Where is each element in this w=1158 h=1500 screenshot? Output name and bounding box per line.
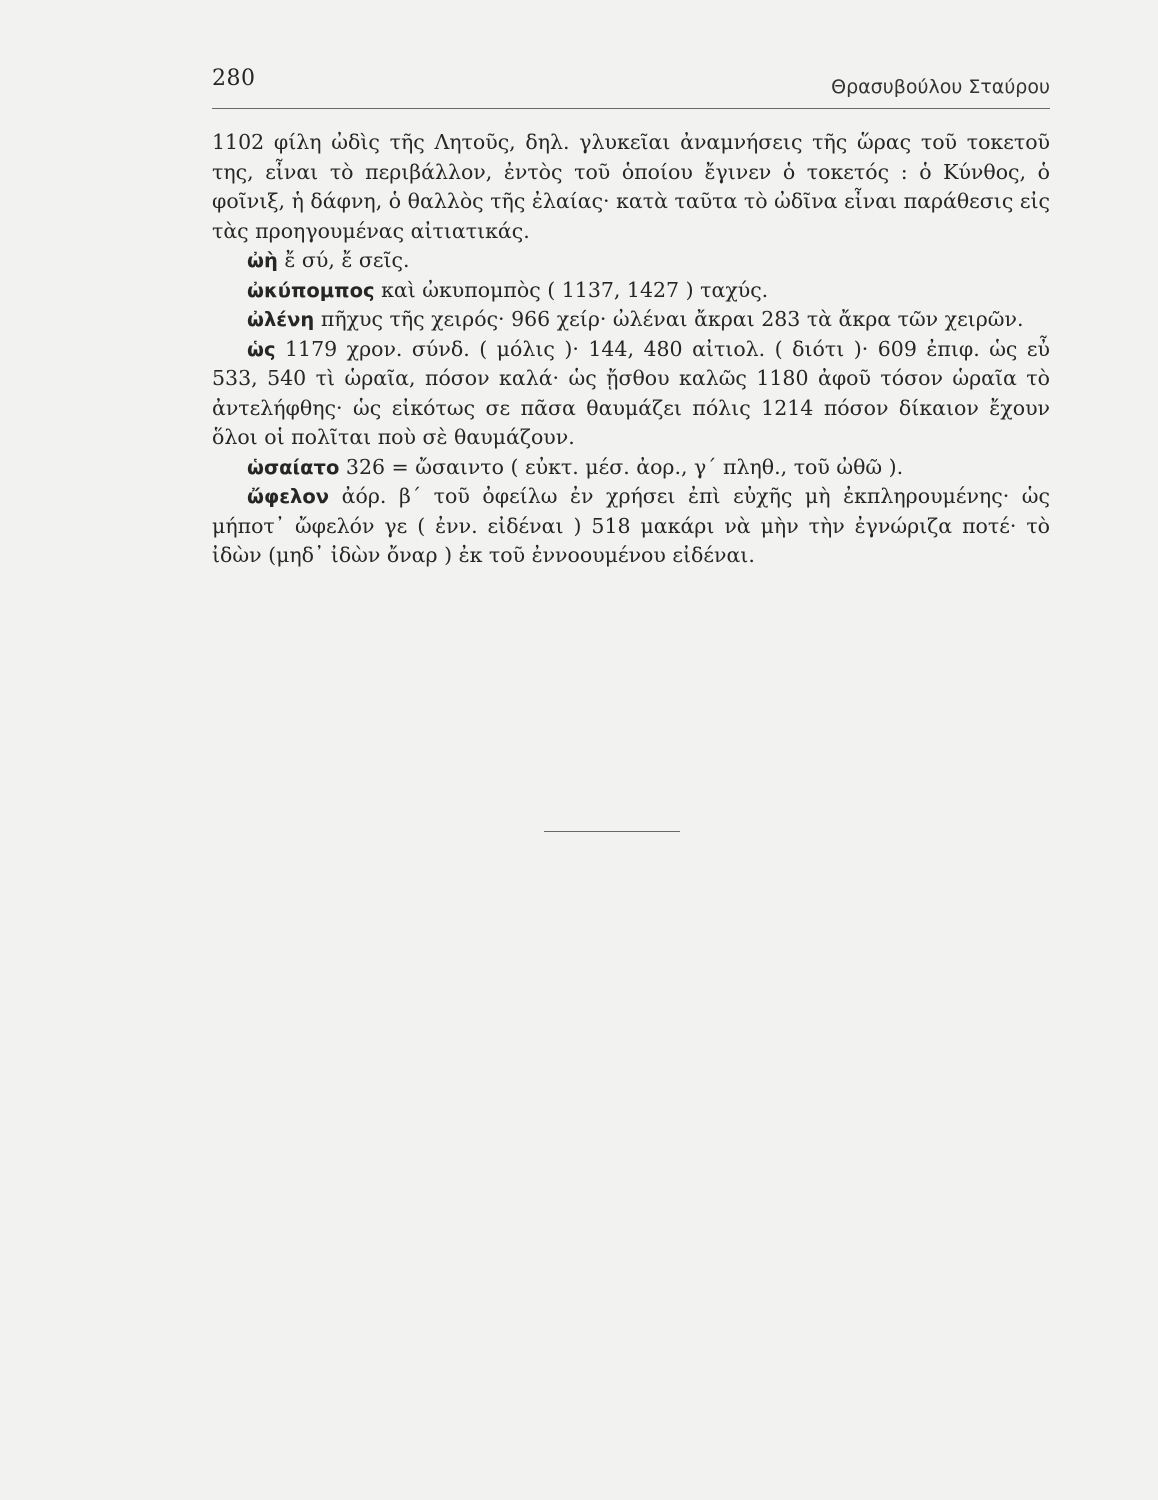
glossary-entry [212,246,1050,276]
entry-headword: ὠὴ [247,249,278,272]
glossary-entry [212,276,1050,306]
entry-text: ἔ σύ, ἔ σεῖς. [284,248,410,272]
page-header [212,66,1050,106]
entry-text: 326 = ὤσαιντο ( εὐκτ. μέσ. ἀορ., γ΄ πληθ., τοῦ ὠθῶ ). [345,454,904,479]
entry-text: καὶ ὠκυπομπὸς ( 1137, 1427 ) ταχύς. [381,277,769,302]
glossary-entry [212,305,1050,335]
entry-text: 1179 χρον. σύνδ. ( μόλις )· 144, 480 αἰτιολ. ( διότι )· 609 ἐπιφ. ὡς εὖ 533, 540 τὶ ὡραῖα, πόσον καλά· ὡς ᾔσθου καλῶς 1180 ἀφοῦ τόσον ὡραῖα τὸ ἀντελήφθης· ὡς εἰκότως σε πᾶσα θαυμάζει πόλις 1214 πόσον δίκαιον ἔχουν ὅλοι οἱ πολῖται ποὺ σὲ θαυμάζουν. [212,336,1050,449]
entry-text: πῆχυς τῆς χειρός· 966 χείρ· ὠλέναι ἄκραι 283 τὰ ἄκρα τῶν χειρῶν. [320,307,1024,331]
glossary-text [212,128,1050,571]
glossary-entry [212,453,1050,483]
entry-headword: ὠκύπομπος [247,278,375,302]
page-number: 280 [212,66,256,91]
entry-text: ἀόρ. β΄ τοῦ ὀφείλω ἐν χρήσει ἐπὶ εὐχῆς μὴ ἐκπληρουμένης· ὡς μήποτ᾽ ὤφελόν γε ( ἐνν. εἰδέναι ) 518 μακάρι νὰ μὴν τὴν ἐγνώριζα ποτέ· τὸ ἰδὼν (μηδ᾽ ἰδὼν ὄναρ ) ἐκ τοῦ ἐννοουμένου εἰδέναι. [212,484,1050,567]
entry-headword: ὡς [247,337,276,361]
section-end-rule [544,831,680,832]
entry-headword: ὤφελον [247,485,330,508]
running-head: Θρασυβούλου Σταύρου [831,76,1050,98]
glossary-entry [212,128,1050,246]
glossary-entry [212,335,1050,453]
glossary-entry [212,482,1050,571]
header-rule [212,108,1050,109]
entry-text: 1102 φίλη ὠδὶς τῆς Λητοῦς, δηλ. γλυκεῖαι ἀναμνήσεις τῆς ὥρας τοῦ τοκετοῦ της, εἶναι τὸ περιβάλλον, ἐντὸς τοῦ ὁποίου ἔγινεν ὁ τοκετός : ὁ Κύνθος, ὁ φοῖνιξ, ἡ δάφνη, ὁ θαλλὸς τῆς ἐλαίας· κατὰ ταῦτα τὸ ὠδῖνα εἶναι παράθεσις εἰς τὰς προηγουμένας αἰτιατικάς. [212,130,1050,243]
entry-headword: ὠλένη [247,308,315,331]
entry-headword: ὡσαίατο [247,455,340,479]
